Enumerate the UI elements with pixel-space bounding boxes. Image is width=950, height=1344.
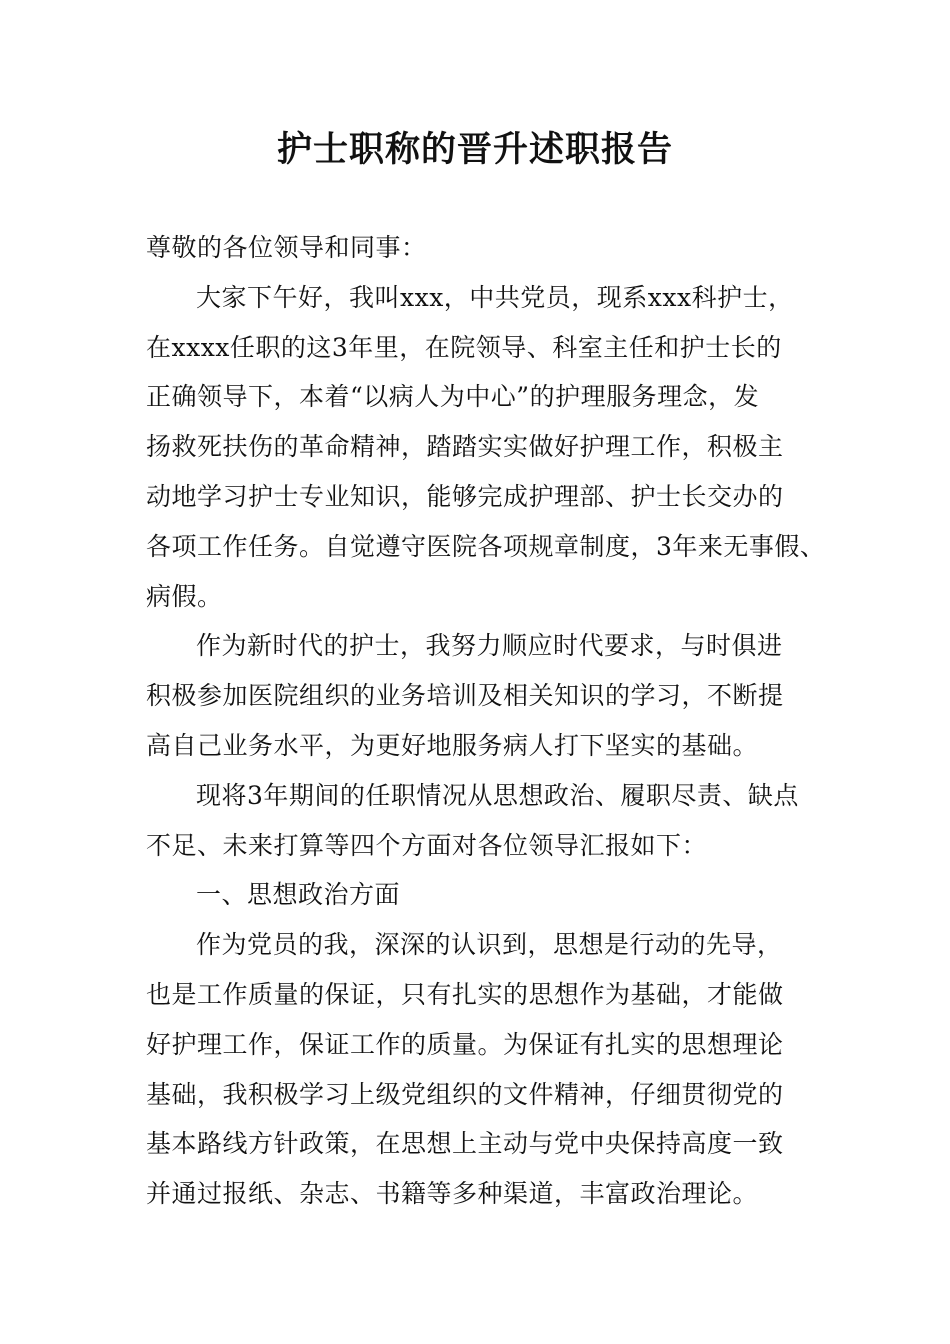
body-line: 大家下午好，我叫xxx，中共党员，现系xxx科护士， [196,282,794,312]
body-line: 好护理工作，保证工作的质量。为保证有扎实的思想理论 [146,1029,784,1059]
body-line: 也是工作质量的保证，只有扎实的思想作为基础，才能做 [146,979,784,1009]
document-title: 护士职称的晋升述职报告 [276,130,673,170]
body-line: 基本路线方针政策，在思想上主动与党中央保持高度一致 [146,1129,784,1159]
body-line: 并通过报纸、杂志、书籍等多种渠道，丰富政治理论。 [146,1179,759,1209]
body-line: 一、思想政治方面 [196,880,401,910]
body-line: 现将3年期间的任职情况从思想政治、履职尽责、缺点 [196,780,799,810]
body-line: 正确领导下，本着“以病人为中心”的护理服务理念，发 [146,382,760,412]
body-line: 在xxxx任职的这3年里，在院领导、科室主任和护士长的 [146,332,782,362]
body-line: 作为党员的我，深深的认识到，思想是行动的先导， [196,930,783,960]
document-body [146,223,826,1219]
body-line: 作为新时代的护士，我努力顺应时代要求，与时俱进 [196,631,783,661]
body-line: 扬救死扶伤的革命精神，踏踏实实做好护理工作，积极主 [146,432,784,462]
body-line: 不足、未来打算等四个方面对各位领导汇报如下： [146,830,708,860]
body-line: 积极参加医院组织的业务培训及相关知识的学习，不断提 [146,681,784,711]
body-line: 基础，我积极学习上级党组织的文件精神，仔细贯彻党的 [146,1079,784,1109]
body-line: 病假。 [146,581,223,611]
body-line: 各项工作任务。自觉遵守医院各项规章制度，3年来无事假、 [146,531,826,561]
body-line: 动地学习护士专业知识，能够完成护理部、护士长交办的 [146,481,784,511]
body-line: 高自己业务水平，为更好地服务病人打下坚实的基础。 [146,730,759,760]
body-line: 尊敬的各位领导和同事： [146,233,427,262]
